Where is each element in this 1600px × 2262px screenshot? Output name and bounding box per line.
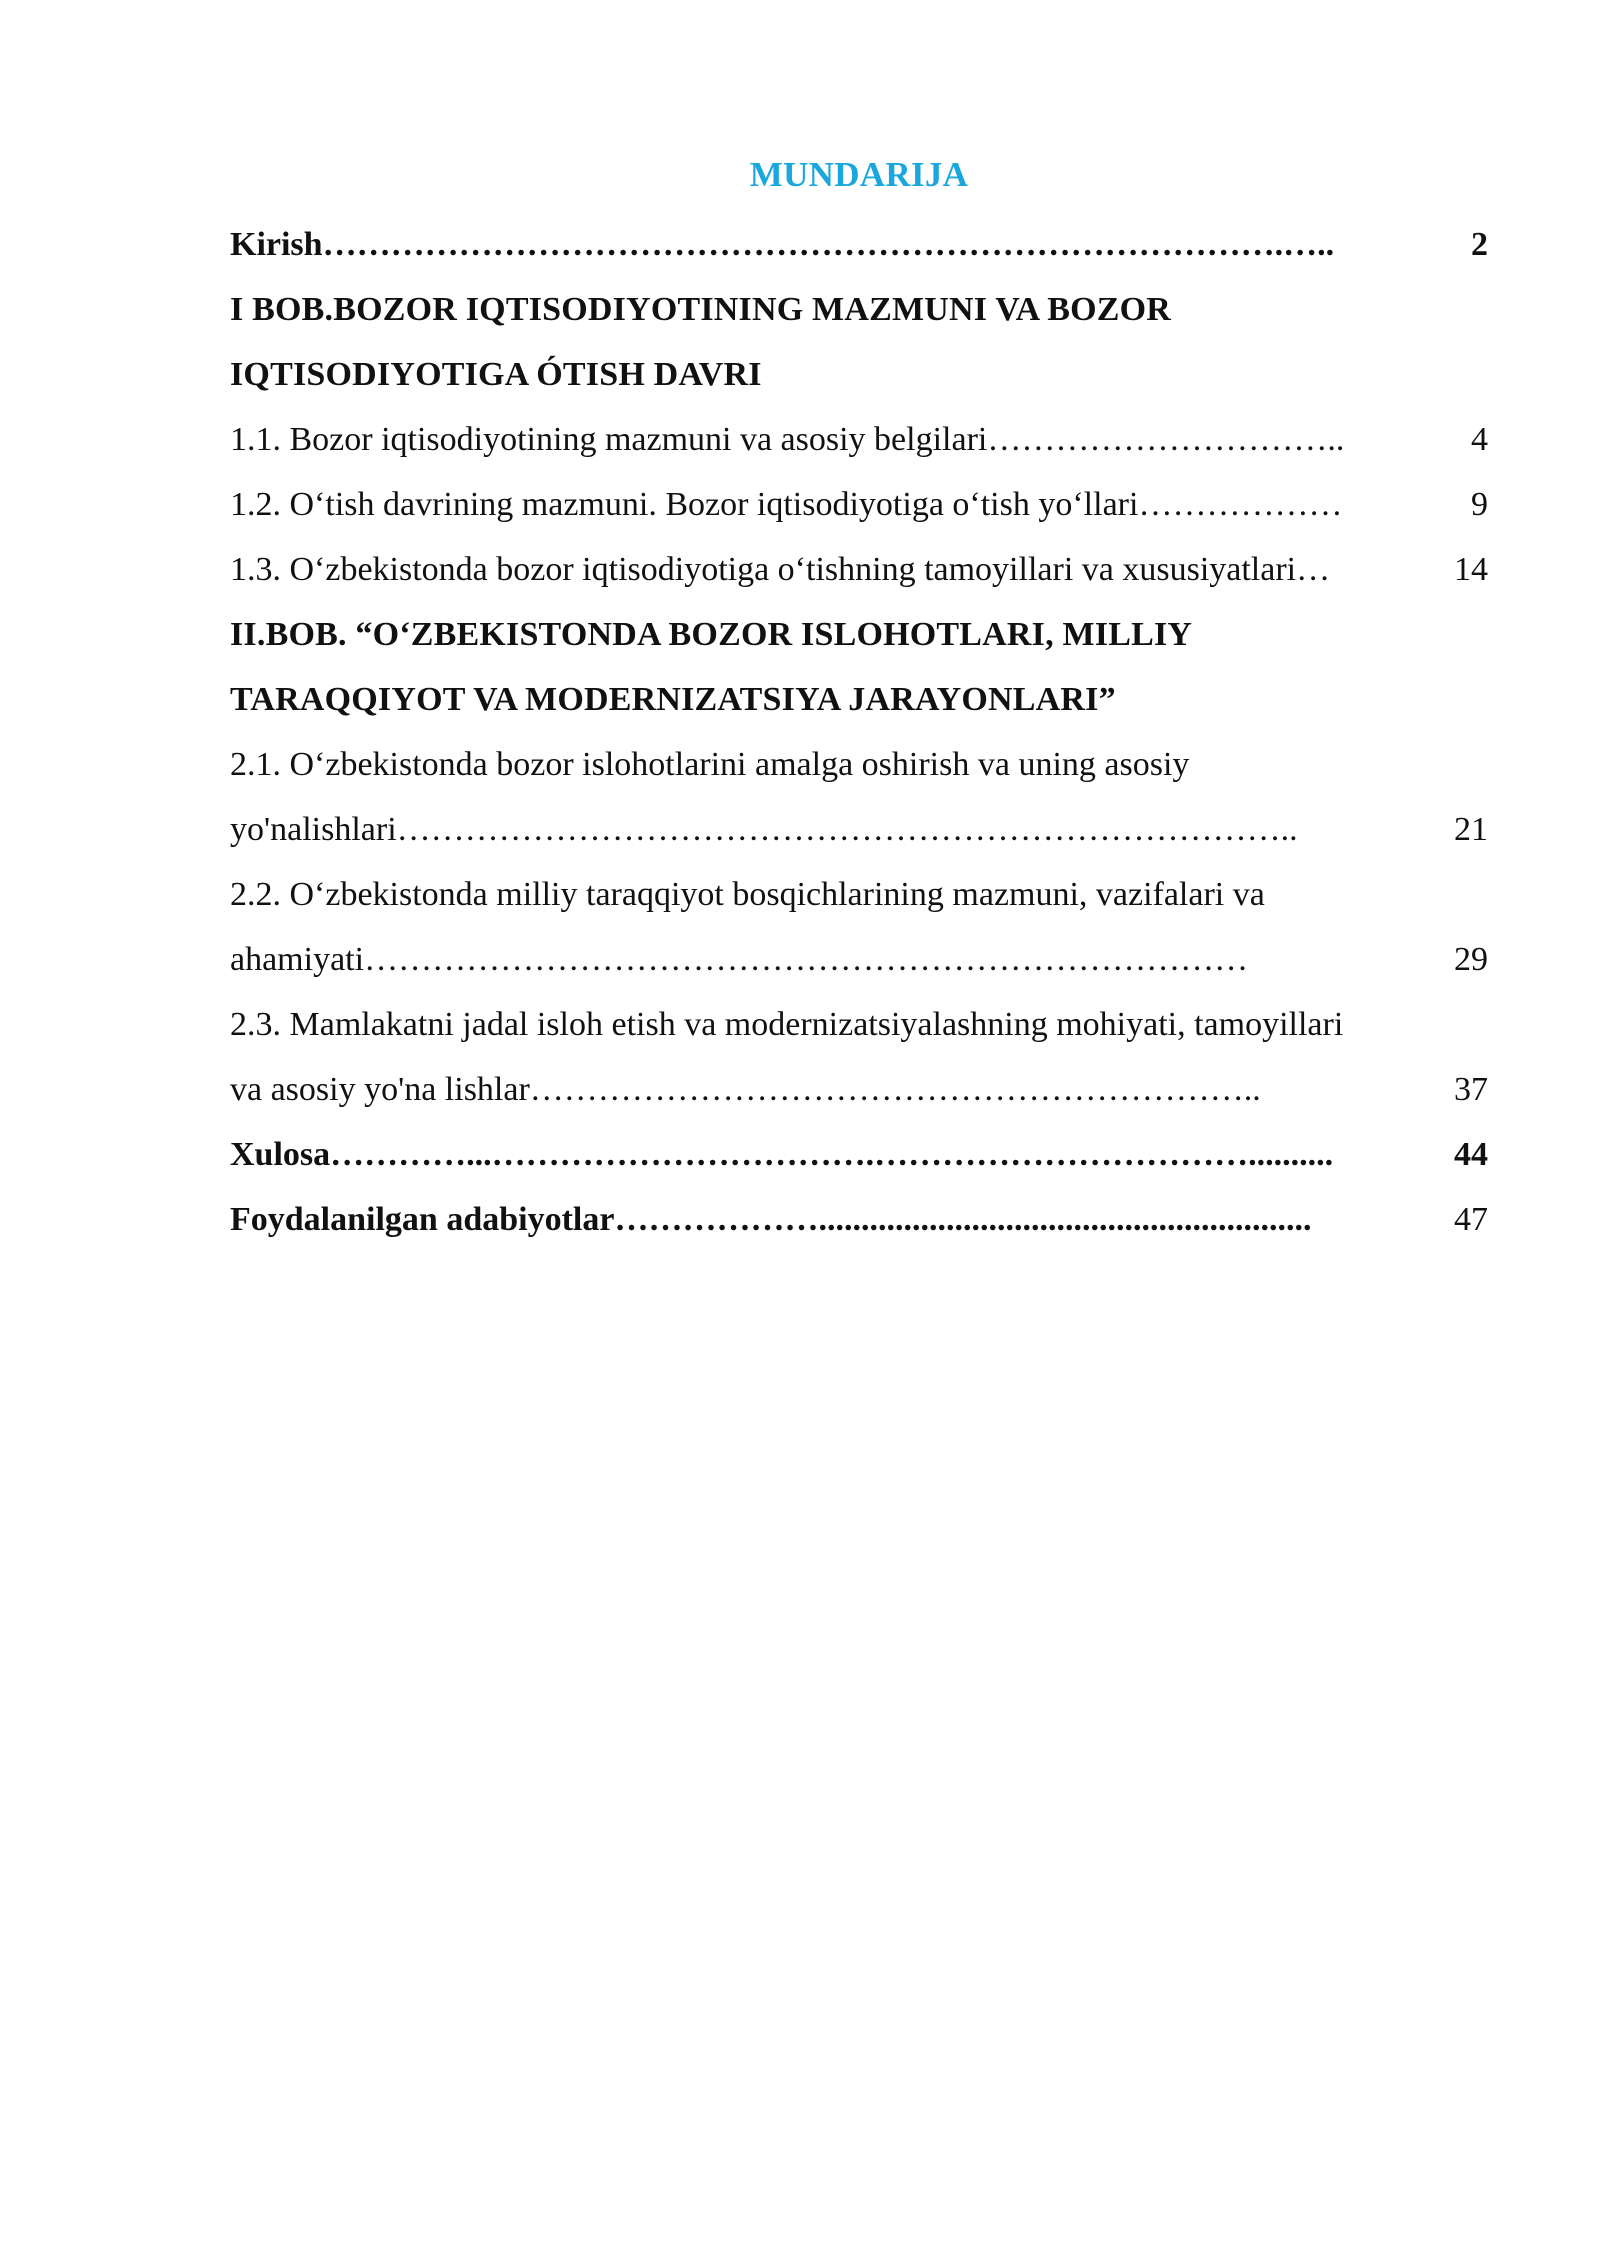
toc-entry-1-1[interactable] — [230, 407, 1488, 472]
toc-entry-leader: …………...…………………………….…………………………….......... — [330, 1136, 1334, 1173]
toc-entry-text: Kirish — [230, 226, 323, 263]
toc-entry-leader: ……………….......................................................... — [614, 1201, 1312, 1238]
toc-entry-text: ahamiyati — [230, 941, 365, 978]
toc-entry-text: Foydalanilgan adabiyotlar — [230, 1201, 615, 1238]
toc-entry-text: 1.2. O‘tish davrining mazmuni. Bozor iqtisodiyotiga o‘tish yo‘llari — [230, 486, 1139, 523]
toc-entry-page: 37 — [1454, 1071, 1488, 1108]
toc-heading-text: TARAQQIYOT VA MODERNIZATSIYA JARAYONLARI” — [230, 681, 1116, 718]
toc-entry-text: Xulosa — [230, 1136, 331, 1173]
toc-entry-references[interactable] — [230, 1187, 1488, 1252]
toc-entry-leader: …………………………………………………………………… — [364, 941, 1249, 978]
toc-entry-text: 1.3. O‘zbekistonda bozor iqtisodiyotiga o‘tishning tamoyillari va xususiyatlari — [230, 551, 1297, 588]
toc-entry-page: 2 — [1471, 226, 1488, 263]
toc-entry-page: 44 — [1454, 1136, 1488, 1173]
toc-entry-text: yo'nalishlari — [230, 811, 397, 848]
toc-entry-2-2[interactable] — [230, 862, 1488, 927]
toc-heading-text: IQTISODIYOTIGA ÓTISH DAVRI — [230, 356, 762, 393]
toc-entry-text: 1.1. Bozor iqtisodiyotining mazmuni va asosiy belgilari — [230, 421, 988, 458]
toc-entry-2-3[interactable] — [230, 992, 1488, 1057]
toc-chapter-heading[interactable] — [230, 277, 1488, 342]
toc-entry-leader: ……………………………………………………….. — [529, 1071, 1261, 1108]
toc-entry-text: 2.3. Mamlakatni jadal isloh etish va modernizatsiyalashning mohiyati, tamoyillari — [230, 1006, 1344, 1043]
toc-entry-text: 2.1. O‘zbekistonda bozor islohotlarini amalga oshirish va uning asosiy — [230, 746, 1190, 783]
toc-entry-text: 2.2. O‘zbekistonda milliy taraqqiyot bosqichlarining mazmuni, vazifalari va — [230, 876, 1265, 913]
toc-heading-text: I BOB.BOZOR IQTISODIYOTINING MAZMUNI VA BOZOR — [230, 291, 1172, 328]
toc-entry-page: 29 — [1454, 941, 1488, 978]
table-of-contents — [230, 212, 1488, 1252]
toc-entry-page: 4 — [1471, 421, 1488, 458]
toc-chapter-heading[interactable] — [230, 342, 1488, 407]
toc-entry-page: 21 — [1454, 811, 1488, 848]
toc-entry-leader: ………………………….. — [987, 421, 1345, 458]
toc-title: MUNDARIJA — [749, 155, 969, 194]
toc-heading-text: II.BOB. “O‘ZBEKISTONDA BOZOR ISLOHOTLARI, MILLIY — [230, 616, 1193, 653]
toc-entry-2-1-cont[interactable] — [230, 797, 1488, 862]
toc-entry-page: 47 — [1454, 1201, 1488, 1238]
toc-entry-page: 14 — [1454, 551, 1488, 588]
toc-entry-1-2[interactable] — [230, 472, 1488, 537]
toc-entry-2-2-cont[interactable] — [230, 927, 1488, 992]
toc-entry-leader: ………………………………………………………………………….….. — [322, 226, 1335, 263]
toc-entry-text: va asosiy yo'na lishlar — [230, 1071, 530, 1108]
toc-entry-2-1[interactable] — [230, 732, 1488, 797]
toc-entry-xulosa[interactable] — [230, 1122, 1488, 1187]
toc-entry-kirish[interactable] — [230, 212, 1488, 277]
toc-entry-leader: ……………… — [1138, 486, 1343, 523]
toc-chapter-heading[interactable] — [230, 667, 1488, 732]
toc-entry-page: 9 — [1471, 486, 1488, 523]
toc-entry-leader: … — [1296, 551, 1331, 588]
toc-entry-2-3-cont[interactable] — [230, 1057, 1488, 1122]
toc-chapter-heading[interactable] — [230, 602, 1488, 667]
toc-entry-1-3[interactable] — [230, 537, 1488, 602]
toc-entry-leader: …………………………………………………………………….. — [396, 811, 1298, 848]
